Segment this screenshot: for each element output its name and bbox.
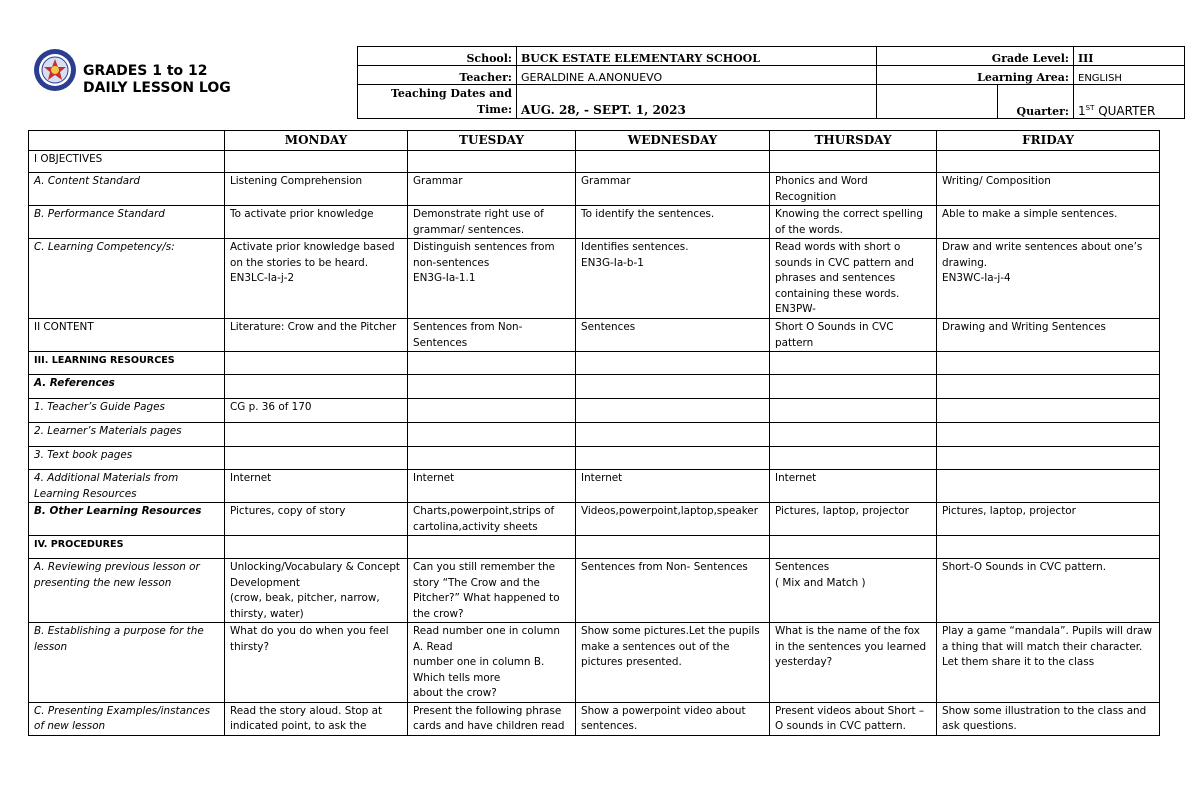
cell-wednesday: Grammar [576,173,770,206]
cell-monday: CG p. 36 of 170 [225,399,408,423]
header-info-table [357,46,1185,119]
cell-friday [937,399,1160,423]
cell-wednesday [576,447,770,470]
cell-wednesday: Videos,powerpoint,laptop,speaker [576,503,770,536]
row-label: A. Reviewing previous lesson or presenting the new lesson [29,559,225,623]
dates-label: Teaching Dates and Time: [358,85,517,119]
cell-thursday: Phonics and Word Recognition [770,173,937,206]
day-header-monday: MONDAY [225,131,408,151]
cell-friday [937,470,1160,503]
cell-tuesday [408,536,576,559]
cell-wednesday [576,151,770,173]
cell-thursday: Short O Sounds in CVC pattern [770,319,937,352]
cell-friday [937,151,1160,173]
cell-wednesday: To identify the sentences. [576,206,770,239]
cell-friday: Drawing and Writing Sentences [937,319,1160,352]
day-header-row [29,131,1160,151]
teacher-label: Teacher: [358,66,517,85]
cell-monday: What do you do when you feel thirsty? [225,623,408,703]
row-label: B. Other Learning Resources [29,503,225,536]
row-label: III. LEARNING RESOURCES [29,352,225,375]
row-label: I OBJECTIVES [29,151,225,173]
cell-wednesday [576,375,770,399]
quarter-word: QUARTER [1098,104,1156,118]
cell-thursday: Knowing the correct spelling of the words. [770,206,937,239]
table-row [29,399,1160,423]
cell-monday: Listening Comprehension [225,173,408,206]
cell-tuesday [408,375,576,399]
cell-tuesday [408,447,576,470]
cell-tuesday: Grammar [408,173,576,206]
cell-monday [225,151,408,173]
cell-monday [225,447,408,470]
cell-wednesday: Internet [576,470,770,503]
cell-friday: Short-O Sounds in CVC pattern. [937,559,1160,623]
table-row [29,702,1160,735]
cell-tuesday [408,399,576,423]
cell-thursday [770,352,937,375]
cell-tuesday [408,352,576,375]
table-row [29,503,1160,536]
school-label: School: [358,47,517,66]
cell-tuesday: Can you still remember the story “The Crow and the Pitcher?” What happened to the crow? [408,559,576,623]
day-header-tuesday: TUESDAY [408,131,576,151]
cell-monday [225,375,408,399]
learning-area-label: Learning Area: [877,66,1074,85]
table-row [29,173,1160,206]
cell-monday: To activate prior knowledge [225,206,408,239]
cell-tuesday: Sentences from Non-Sentences [408,319,576,352]
cell-friday: Able to make a simple sentences. [937,206,1160,239]
cell-friday [937,447,1160,470]
blank-cell [877,85,998,119]
cell-thursday [770,423,937,447]
teacher-value: GERALDINE A.ANONUEVO [517,66,877,85]
cell-tuesday: Distinguish sentences from non-sentences EN3G-Ia-1.1 [408,239,576,319]
cell-thursday: Present videos about Short – O sounds in CVC pattern. [770,702,937,735]
cell-wednesday [576,423,770,447]
cell-thursday [770,399,937,423]
title-line-1: GRADES 1 to 12 [83,63,208,79]
row-label: 4. Additional Materials from Learning Resources [29,470,225,503]
row-label: A. Content Standard [29,173,225,206]
cell-tuesday: Charts,powerpoint,strips of cartolina,activity sheets [408,503,576,536]
cell-tuesday [408,423,576,447]
cell-thursday: Internet [770,470,937,503]
cell-monday: Pictures, copy of story [225,503,408,536]
row-label: 1. Teacher’s Guide Pages [29,399,225,423]
table-row [29,151,1160,173]
cell-monday: Activate prior knowledge based on the stories to be heard. EN3LC-Ia-j-2 [225,239,408,319]
cell-friday [937,423,1160,447]
cell-friday [937,352,1160,375]
quarter-suffix: ST [1085,104,1095,112]
cell-monday: Unlocking/Vocabulary & Concept Development (crow, beak, pitcher, narrow, thirsty, water) [225,559,408,623]
table-row [29,375,1160,399]
row-label: C. Presenting Examples/instances of new lesson [29,702,225,735]
table-row [29,623,1160,703]
cell-thursday: Sentences ( Mix and Match ) [770,559,937,623]
table-row [29,423,1160,447]
lesson-log-table [28,130,1160,736]
cell-tuesday [408,151,576,173]
cell-thursday [770,536,937,559]
row-label: B. Establishing a purpose for the lesson [29,623,225,703]
cell-monday [225,423,408,447]
cell-friday [937,375,1160,399]
cell-wednesday: Sentences from Non- Sentences [576,559,770,623]
table-row [29,239,1160,319]
day-header-wednesday: WEDNESDAY [576,131,770,151]
cell-wednesday: Show some pictures.Let the pupils make a sentences out of the pictures presented. [576,623,770,703]
cell-thursday [770,375,937,399]
cell-friday [937,536,1160,559]
corner-cell [29,131,225,151]
cell-wednesday [576,536,770,559]
deped-seal-logo [33,48,77,92]
row-label: B. Performance Standard [29,206,225,239]
cell-monday: Read the story aloud. Stop at indicated point, to ask the [225,702,408,735]
cell-thursday [770,151,937,173]
row-label: C. Learning Competency/s: [29,239,225,319]
row-label: IV. PROCEDURES [29,536,225,559]
row-label: 3. Text book pages [29,447,225,470]
cell-friday: Play a game “mandala”. Pupils will draw a thing that will match their character. Let them share it to the class [937,623,1160,703]
cell-monday [225,536,408,559]
cell-thursday: What is the name of the fox in the sentences you learned yesterday? [770,623,937,703]
cell-tuesday: Internet [408,470,576,503]
table-row [29,536,1160,559]
row-label: 2. Learner’s Materials pages [29,423,225,447]
cell-thursday: Pictures, laptop, projector [770,503,937,536]
dates-value: AUG. 28, - SEPT. 1, 2023 [517,85,877,119]
cell-friday: Pictures, laptop, projector [937,503,1160,536]
cell-thursday: Read words with short o sounds in CVC pattern and phrases and sentences containing these words. EN3PW- [770,239,937,319]
table-row [29,319,1160,352]
table-row [29,352,1160,375]
cell-wednesday: Show a powerpoint video about sentences. [576,702,770,735]
cell-friday: Draw and write sentences about one’s drawing. EN3WC-Ia-j-4 [937,239,1160,319]
table-row [29,470,1160,503]
table-row [29,206,1160,239]
cell-tuesday: Demonstrate right use of grammar/ sentences. [408,206,576,239]
school-value: BUCK ESTATE ELEMENTARY SCHOOL [517,47,877,66]
row-label: II CONTENT [29,319,225,352]
cell-monday [225,352,408,375]
grade-label: Grade Level: [877,47,1074,66]
cell-monday: Internet [225,470,408,503]
quarter-label: Quarter: [998,85,1074,119]
quarter-value [1074,85,1185,119]
day-header-thursday: THURSDAY [770,131,937,151]
cell-friday: Show some illustration to the class and ask questions. [937,702,1160,735]
document-title [83,63,231,97]
cell-friday: Writing/ Composition [937,173,1160,206]
table-row [29,447,1160,470]
cell-thursday [770,447,937,470]
quarter-number: 1 [1078,104,1086,118]
title-line-2: DAILY LESSON LOG [83,80,231,96]
cell-tuesday: Read number one in column A. Read number one in column B. Which tells more about the crow? [408,623,576,703]
cell-wednesday [576,399,770,423]
day-header-friday: FRIDAY [937,131,1160,151]
row-label: A. References [29,375,225,399]
cell-wednesday [576,352,770,375]
cell-tuesday: Present the following phrase cards and have children read [408,702,576,735]
cell-wednesday: Identifies sentences. EN3G-Ia-b-1 [576,239,770,319]
table-row [29,559,1160,623]
grade-value: III [1074,47,1185,66]
learning-area-value: ENGLISH [1074,66,1185,85]
cell-monday: Literature: Crow and the Pitcher [225,319,408,352]
cell-wednesday: Sentences [576,319,770,352]
